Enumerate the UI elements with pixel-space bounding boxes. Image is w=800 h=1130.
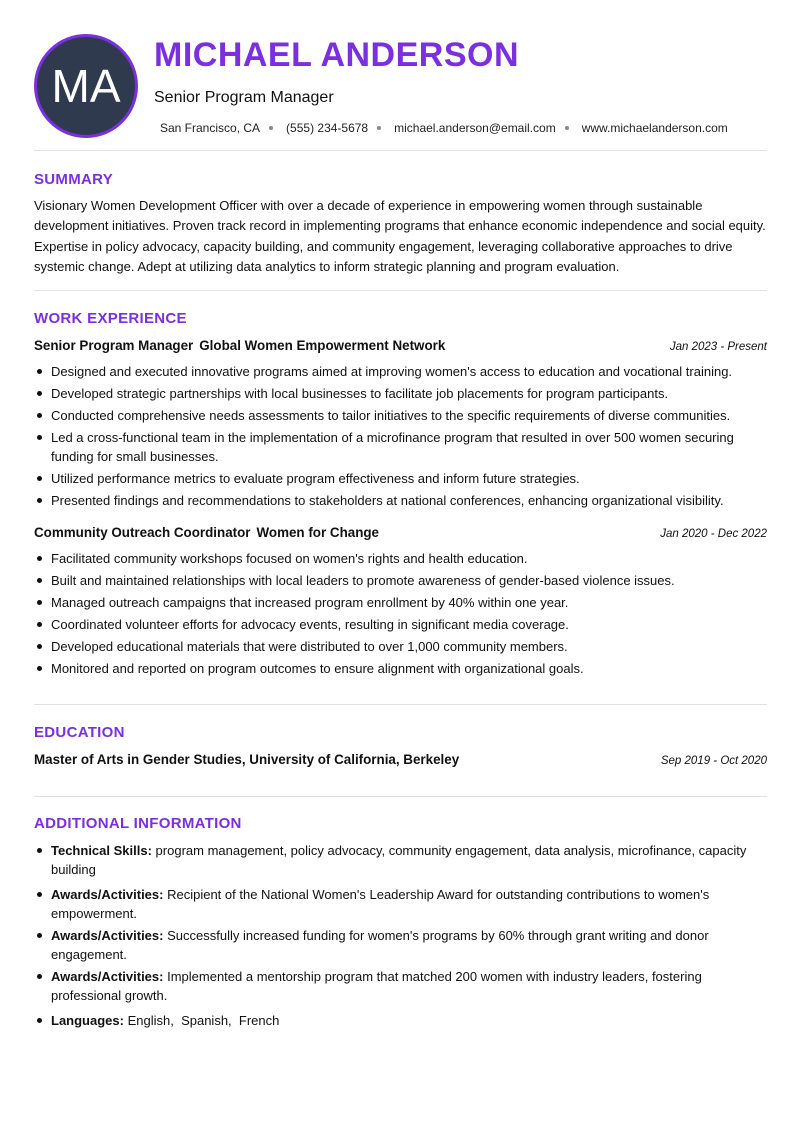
separator-dot	[565, 126, 569, 130]
item-label: Technical Skills:	[51, 843, 152, 858]
list-item	[34, 926, 769, 964]
candidate-title: Senior Program Manager	[154, 89, 334, 106]
contact-location: San Francisco, CA	[160, 121, 261, 135]
divider	[34, 704, 767, 705]
item-text: English, Spanish, French	[127, 1013, 280, 1028]
list-item: Managed outreach campaigns that increased program enrollment by 40% within one year.	[34, 593, 769, 612]
list-item: Designed and executed innovative programs aimed at improving women's access to education and vocational training.	[34, 362, 769, 381]
item-label: Languages:	[51, 1013, 124, 1028]
job-bullets	[34, 362, 769, 510]
job-role: Senior Program Manager	[34, 338, 194, 353]
experience-heading: WORK EXPERIENCE	[34, 310, 187, 327]
list-item: Led a cross-functional team in the implementation of a microfinance program that resulted in over 500 women securing funding for small businesses.	[34, 428, 769, 466]
contact-phone: (555) 234-5678	[286, 121, 369, 135]
item-text: Successfully increased funding for women's programs by 60% through grant writing and donor engagement.	[51, 928, 709, 962]
job-dates: Jan 2020 - Dec 2022	[660, 528, 767, 540]
job-company: Global Women Empowerment Network	[199, 338, 446, 353]
education-degree: Master of Arts in Gender Studies, University of California, Berkeley	[34, 752, 460, 767]
avatar	[34, 34, 138, 138]
list-item: Utilized performance metrics to evaluate program effectiveness and inform future strategies.	[34, 469, 769, 488]
job-header	[34, 525, 767, 540]
item-text: Recipient of the National Women's Leadership Award for outstanding contributions to women's empowerment.	[51, 887, 710, 921]
list-item: Monitored and reported on program outcomes to ensure alignment with organizational goals.	[34, 659, 769, 678]
contact-bar	[160, 121, 728, 135]
separator-dot	[269, 126, 273, 130]
item-label: Awards/Activities:	[51, 928, 164, 943]
separator-dot	[377, 126, 381, 130]
divider	[34, 150, 767, 151]
job-company: Women for Change	[256, 525, 380, 540]
list-item: Built and maintained relationships with local leaders to promote awareness of gender-based violence issues.	[34, 571, 769, 590]
item-label: Awards/Activities:	[51, 969, 164, 984]
item-text: Implemented a mentorship program that matched 200 women with industry leaders, fostering professional growth.	[51, 969, 702, 1003]
list-item: Coordinated volunteer efforts for advocacy events, resulting in significant media coverage.	[34, 615, 769, 634]
education-entry	[34, 752, 767, 767]
divider	[34, 290, 767, 291]
list-item: Conducted comprehensive needs assessments to tailor initiatives to the specific requirements of diverse communities.	[34, 406, 769, 425]
list-item: Facilitated community workshops focused on women's rights and health education.	[34, 549, 769, 568]
job-header	[34, 338, 767, 353]
summary-text: Visionary Women Development Officer with over a decade of experience in empowering women through sustainable development initiatives. Proven track record in implementing programs that enhance economic independence and social equity. Expertise in policy advocacy, capacity building, and community engagement, leveraging collaborative approaches to drive systemic change. Adept at utilizing data analytics to inform strategic planning and program evaluation.	[34, 198, 766, 274]
list-item	[34, 885, 769, 923]
divider	[34, 796, 767, 797]
summary-heading: SUMMARY	[34, 171, 114, 188]
contact-website[interactable]: www.michaelanderson.com	[581, 121, 728, 135]
list-item	[34, 841, 769, 879]
job-bullets	[34, 549, 769, 678]
avatar-initials: MA	[51, 60, 121, 112]
item-text: program management, policy advocacy, community engagement, data analysis, microfinance, capacity building	[51, 843, 747, 877]
item-label: Awards/Activities:	[51, 887, 164, 902]
list-item: Developed strategic partnerships with local businesses to facilitate job placements for program participants.	[34, 384, 769, 403]
job-role: Community Outreach Coordinator	[34, 525, 251, 540]
list-item	[34, 1011, 769, 1030]
job-title-line	[34, 525, 379, 540]
list-item	[34, 967, 769, 1005]
education-dates: Sep 2019 - Oct 2020	[660, 755, 767, 767]
additional-list	[34, 841, 769, 1030]
candidate-name: MICHAEL ANDERSON	[154, 36, 520, 74]
contact-email[interactable]: michael.anderson@email.com	[394, 121, 556, 135]
list-item: Developed educational materials that were distributed to over 1,000 community members.	[34, 637, 769, 656]
job-title-line	[34, 338, 445, 353]
job-dates: Jan 2023 - Present	[669, 341, 767, 353]
additional-heading: ADDITIONAL INFORMATION	[34, 815, 242, 832]
education-heading: EDUCATION	[34, 724, 125, 741]
list-item: Presented findings and recommendations to stakeholders at national conferences, enhancing organizational visibility.	[34, 491, 769, 510]
